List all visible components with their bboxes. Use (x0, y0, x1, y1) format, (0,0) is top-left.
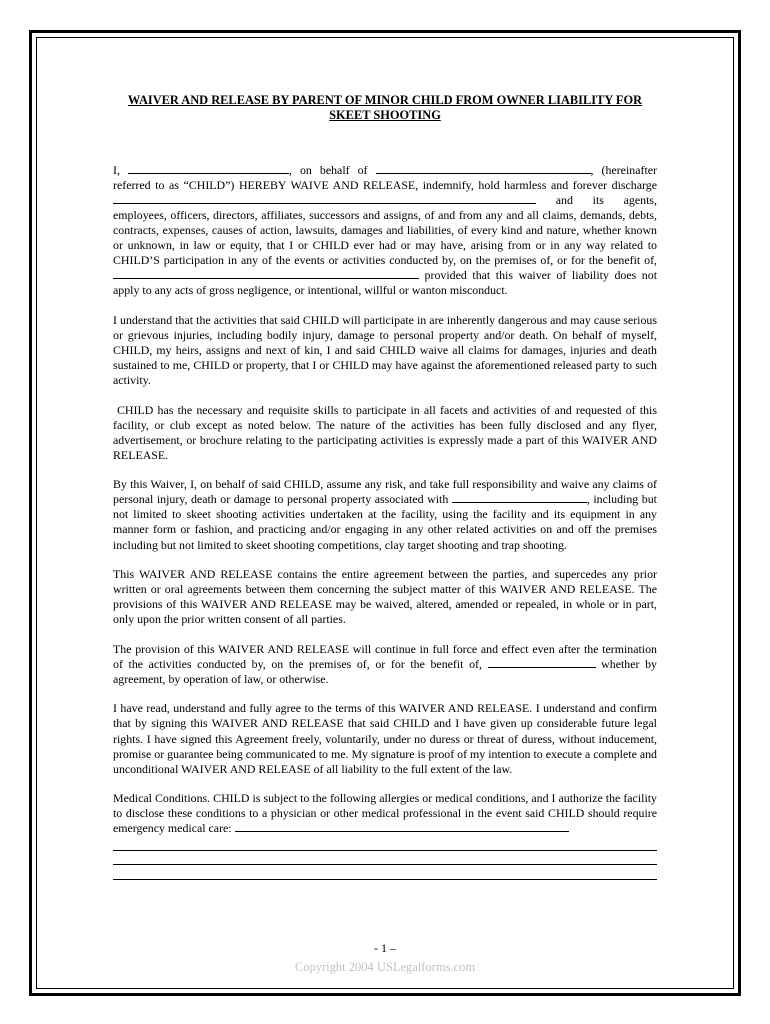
title-line-1: WAIVER AND RELEASE BY PARENT OF MINOR CHILD FROM OWNER LIABILITY FOR (127, 93, 643, 107)
released-party-field[interactable] (113, 193, 536, 204)
paragraph-waiver (113, 163, 657, 298)
paragraph-assume-risk (113, 477, 657, 552)
paragraph-medical-conditions (113, 791, 657, 836)
p4-text-2: , including but not limited to skeet shooting activities undertaken at the facility, using the facility and its equipment in any manner form or fashion, and practicing and/or engaging in any other related activities on and off the premises including but not limited to skeet shooting competitions, clay target shooting and trap shooting. (113, 492, 657, 552)
p6-text-1: The provision of this WAIVER AND RELEASE will continue in full force and effect even after the termination of the activities conducted by, on the premises of, or for the benefit of, (113, 641, 657, 671)
p4-text-1: By this Waiver, I, on behalf of said CHILD, assume any risk, and take full responsibility and waive any claims of personal injury, death or damage to personal property associated with (113, 477, 657, 507)
benefit-of-field[interactable] (113, 268, 419, 279)
p1-text-5: provided that this waiver of liability does not apply to any acts of gross negligence, or intentional, willful or wanton misconduct. (113, 268, 657, 298)
p8-text: Medical Conditions. CHILD is subject to the following allergies or medical conditions, and I authorize the facility to disclose these conditions to a physician or other medical professional in the event said CHILD should require emergency medical care: (113, 791, 657, 836)
p1-text-4: and its agents, employees, officers, directors, affiliates, successors and assigns, of and from any and all claims, demands, debts, contracts, expenses, causes of action, lawsuits, damages and liabilities, of every kind and nature, whether known or unknown, in law or equity, that I or CHILD ever had or may have, arising from or in any way related to CHILD’S participation in any of the events or activities conducted by, on the premises of, or for the benefit of, (113, 193, 657, 268)
p1-text-3: , (hereinafter referred to as “CHILD”) HEREBY WAIVE AND RELEASE, indemnify, hold harmless and forever discharge (113, 163, 657, 193)
medical-conditions-field[interactable] (235, 821, 569, 832)
paragraph-entire-agreement: This WAIVER AND RELEASE contains the entire agreement between the parties, and supercedes any prior written or oral agreements between them concerning the subject matter of this WAIVER AND RELEASE. The provisions of this WAIVER AND RELEASE may be waived, altered, amended or repealed, in whole or in part, only upon the prior written consent of all parties. (113, 567, 657, 627)
page-number: - 1 – (374, 941, 396, 955)
p6-text-2: whether by agreement, by operation of law, or otherwise. (113, 656, 657, 686)
medical-line-3[interactable] (113, 851, 657, 866)
child-name-field[interactable] (376, 163, 591, 174)
paragraph-child-skills: CHILD has the necessary and requisite skills to participate in all facets and activities of and requested of this facility, or club except as noted below. The nature of the activities has been fully disclosed and any flyer, advertisement, or brochure relating to the participating activities is expressly made a part of this WAIVER AND RELEASE. (113, 402, 657, 462)
medical-line-2[interactable] (113, 836, 657, 851)
document-body (113, 93, 657, 880)
associated-with-field[interactable] (452, 492, 587, 503)
premises-benefit-field[interactable] (488, 657, 596, 668)
document-title (113, 93, 657, 123)
p1-text-1: I, (113, 163, 128, 177)
parent-name-field[interactable] (128, 163, 289, 174)
paragraph-acknowledgement: I have read, understand and fully agree to the terms of this WAIVER AND RELEASE. I understand and confirm that by signing this WAIVER AND RELEASE that said CHILD and I have given up considerable future legal rights. I have signed this Agreement freely, voluntarily, under no duress or threat of duress, without inducement, promise or guarantee being communicated to me. My signature is proof of my intention to execute a complete and unconditional WAIVER AND RELEASE of all liability to the full extent of the law. (113, 701, 657, 776)
copyright-notice: Copyright 2004 USLegalforms.com (294, 960, 476, 974)
p1-text-2: , on behalf of (288, 163, 376, 177)
medical-line-4[interactable] (113, 865, 657, 880)
paragraph-continuation (113, 642, 657, 687)
paragraph-inherent-danger: I understand that the activities that said CHILD will participate in are inherently dangerous and may cause serious or grievous injuries, including bodily injury, damage to personal property and/or death. On behalf of myself, CHILD, my heirs, assigns and next of kin, I and said CHILD waive all claims for damages, injuries and death sustained to me, CHILD or property, that I or CHILD may have against the aforementioned released party to such activity. (113, 312, 657, 388)
title-line-2: SKEET SHOOTING (329, 108, 441, 122)
